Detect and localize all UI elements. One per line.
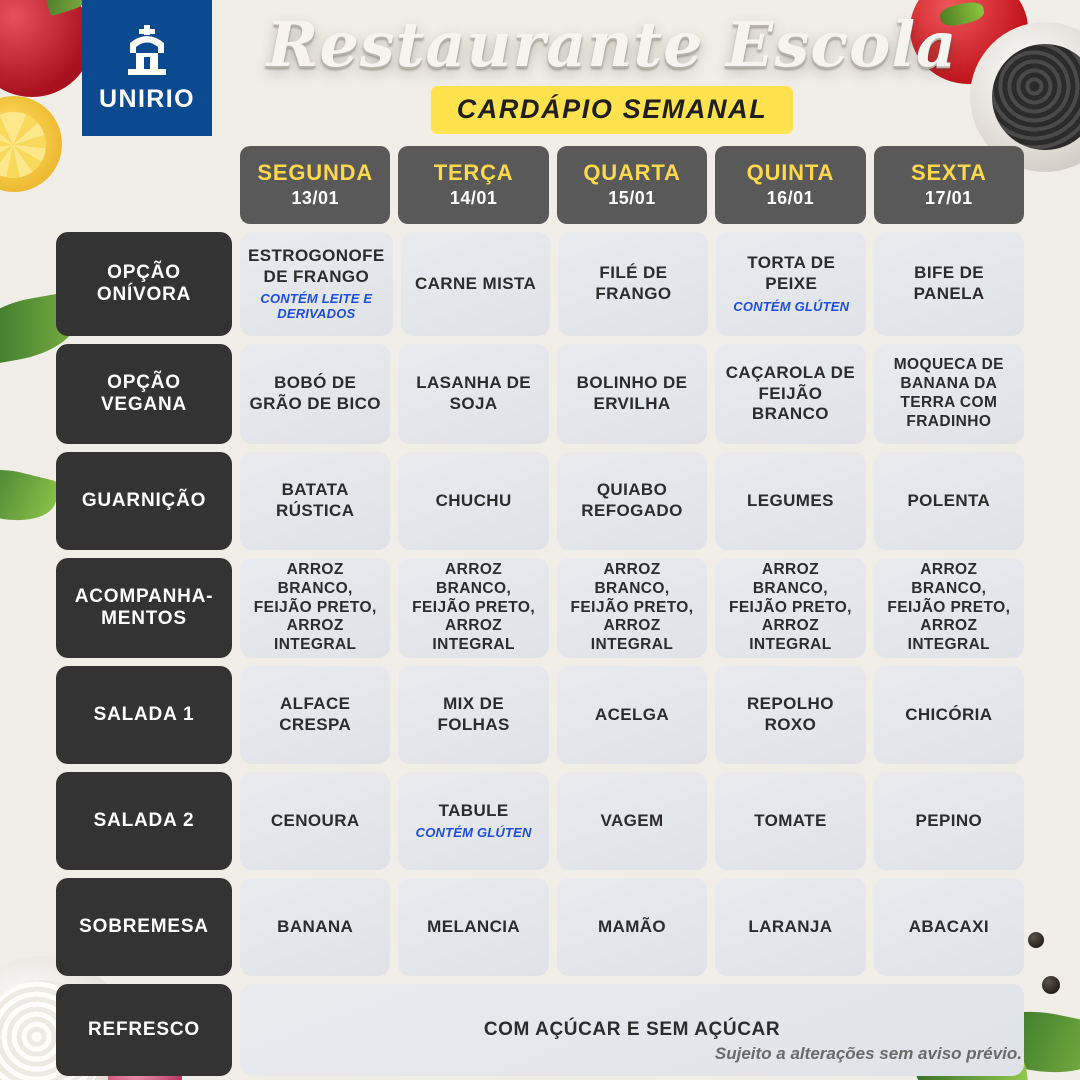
menu-cell <box>240 232 393 336</box>
page-subtitle: CARDÁPIO SEMANAL <box>431 86 794 134</box>
menu-cell <box>715 666 865 764</box>
unirio-logo <box>82 0 212 136</box>
menu-cell <box>398 772 548 870</box>
peppercorn-icon <box>1028 932 1044 948</box>
menu-cell <box>874 772 1024 870</box>
row-label-salada-1: SALADA 1 <box>56 666 232 764</box>
header <box>0 0 1080 140</box>
table-row-guarnicao <box>56 452 1024 550</box>
menu-item: REPOLHO ROXO <box>746 694 834 734</box>
menu-item: ABACAXI <box>908 916 989 936</box>
day-date: 15/01 <box>608 187 656 208</box>
day-name: QUARTA <box>583 160 681 186</box>
row-label-acompanhamentos: ACOMPANHA-MENTOS <box>56 558 232 658</box>
menu-cell <box>715 344 865 444</box>
menu-cell <box>715 558 865 658</box>
row-label-vegana: OPÇÃO VEGANA <box>56 344 232 444</box>
disclaimer: Sujeito a alterações sem aviso prévio. <box>714 1044 1022 1063</box>
menu-item: BIFE DE PANELA <box>913 263 985 303</box>
menu-cell <box>874 452 1024 550</box>
menu-item: CAÇAROLA DE FEIJÃO BRANCO <box>725 362 856 424</box>
menu-cell <box>240 772 390 870</box>
day-name: TERÇA <box>433 160 514 186</box>
menu-item: QUIABO REFOGADO <box>581 480 683 520</box>
day-name: SEXTA <box>910 160 987 186</box>
day-header-sexta <box>874 146 1024 224</box>
table-row-vegana <box>56 344 1024 444</box>
menu-cell <box>874 666 1024 764</box>
allergen-note: CONTÉM GLÚTEN <box>733 298 850 314</box>
menu-table <box>56 146 1024 1076</box>
menu-cell <box>398 558 548 658</box>
menu-item: LEGUMES <box>746 490 834 510</box>
menu-cell <box>558 232 708 336</box>
menu-item: MIX DE FOLHAS <box>437 694 510 734</box>
menu-cell <box>240 452 390 550</box>
day-header-segunda <box>240 146 390 224</box>
day-name: SEGUNDA <box>257 160 374 186</box>
menu-cell <box>874 344 1024 444</box>
menu-cell <box>240 878 390 976</box>
day-header-quarta <box>557 146 707 224</box>
menu-item: ARROZ BRANCO, FEIJÃO PRETO, ARROZ INTEGRAL <box>887 560 1011 654</box>
menu-item: CARNE MISTA <box>414 273 537 293</box>
table-row-salada-1 <box>56 666 1024 764</box>
menu-cell <box>557 772 707 870</box>
menu-item: LASANHA DE SOJA <box>416 373 532 413</box>
menu-item: MELANCIA <box>427 916 521 936</box>
menu-item: MAMÃO <box>597 916 667 936</box>
menu-cell <box>557 558 707 658</box>
row-label-sobremesa: SOBREMESA <box>56 878 232 976</box>
menu-item: BOLINHO DE ERVILHA <box>576 373 688 413</box>
unirio-logo-text: UNIRIO <box>99 84 195 113</box>
menu-cell <box>401 232 551 336</box>
menu-item: PEPINO <box>915 810 983 830</box>
menu-cell <box>874 558 1024 658</box>
menu-cell <box>557 878 707 976</box>
allergen-note: CONTÉM LEITE E DERIVADOS <box>260 291 373 322</box>
menu-item: ARROZ BRANCO, FEIJÃO PRETO, ARROZ INTEGRAL <box>570 560 694 654</box>
menu-item: TABULE <box>438 800 509 820</box>
peppercorn-icon <box>1042 976 1060 994</box>
menu-item: ACELGA <box>594 704 670 724</box>
menu-item: TOMATE <box>754 810 827 830</box>
day-date: 16/01 <box>766 187 815 208</box>
menu-item: VAGEM <box>600 810 664 830</box>
menu-cell <box>557 666 707 764</box>
menu-item: BATATA RÚSTICA <box>276 480 355 520</box>
menu-item: LARANJA <box>748 916 833 936</box>
table-row-salada-2 <box>56 772 1024 870</box>
menu-item: ARROZ BRANCO, FEIJÃO PRETO, ARROZ INTEGRAL <box>412 560 536 654</box>
menu-cell <box>874 878 1024 976</box>
menu-cell <box>398 344 548 444</box>
menu-cell <box>240 666 390 764</box>
menu-cell <box>240 558 390 658</box>
menu-item: BOBÓ DE GRÃO DE BICO <box>249 373 381 413</box>
menu-item: CHUCHU <box>435 490 512 510</box>
row-label-onivora: OPÇÃO ONÍVORA <box>56 232 232 336</box>
day-header-quinta <box>715 146 865 224</box>
menu-item: ESTROGONOFE DE FRANGO <box>248 245 385 286</box>
menu-item: ARROZ BRANCO, FEIJÃO PRETO, ARROZ INTEGRAL <box>728 560 852 654</box>
menu-cell <box>715 452 865 550</box>
menu-item: MOQUECA DE BANANA DA TERRA COM FRADINHO <box>893 356 1004 430</box>
menu-cell <box>398 878 548 976</box>
page-title: Restaurante Escola <box>266 8 958 81</box>
table-row-acompanhamentos <box>56 558 1024 658</box>
menu-cell <box>557 344 707 444</box>
day-date: 17/01 <box>925 187 973 208</box>
menu-cell <box>715 878 865 976</box>
menu-cell-refresco: COM AÇÚCAR E SEM AÇÚCAR <box>240 984 1024 1076</box>
menu-item: ARROZ BRANCO, FEIJÃO PRETO, ARROZ INTEGRAL <box>253 560 377 654</box>
day-date: 13/01 <box>291 187 339 208</box>
corner-spacer <box>56 146 232 224</box>
row-label-salada-2: SALADA 2 <box>56 772 232 870</box>
day-name: QUINTA <box>746 160 835 186</box>
menu-item: CHICÓRIA <box>905 704 993 724</box>
row-label-refresco: REFRESCO <box>56 984 232 1076</box>
table-header-row <box>56 146 1024 224</box>
menu-item: BANANA <box>277 916 354 936</box>
menu-cell <box>557 452 707 550</box>
menu-item: ALFACE CRESPA <box>279 694 352 734</box>
menu-item: CENOURA <box>270 810 360 830</box>
menu-cell <box>715 772 865 870</box>
day-header-terca <box>398 146 548 224</box>
menu-item: FILÉ DE FRANGO <box>595 263 672 303</box>
table-row-onivora <box>56 232 1024 336</box>
unirio-monument-icon <box>120 23 174 79</box>
menu-cell <box>874 232 1024 336</box>
menu-cell <box>240 344 390 444</box>
menu-item: POLENTA <box>907 490 991 510</box>
menu-cell <box>398 452 548 550</box>
table-row-sobremesa <box>56 878 1024 976</box>
menu-cell <box>398 666 548 764</box>
day-date: 14/01 <box>449 187 498 208</box>
row-label-guarnicao: GUARNIÇÃO <box>56 452 232 550</box>
menu-cell <box>716 232 866 336</box>
menu-item: TORTA DE PEIXE <box>747 253 836 294</box>
allergen-note: CONTÉM GLÚTEN <box>415 825 532 841</box>
